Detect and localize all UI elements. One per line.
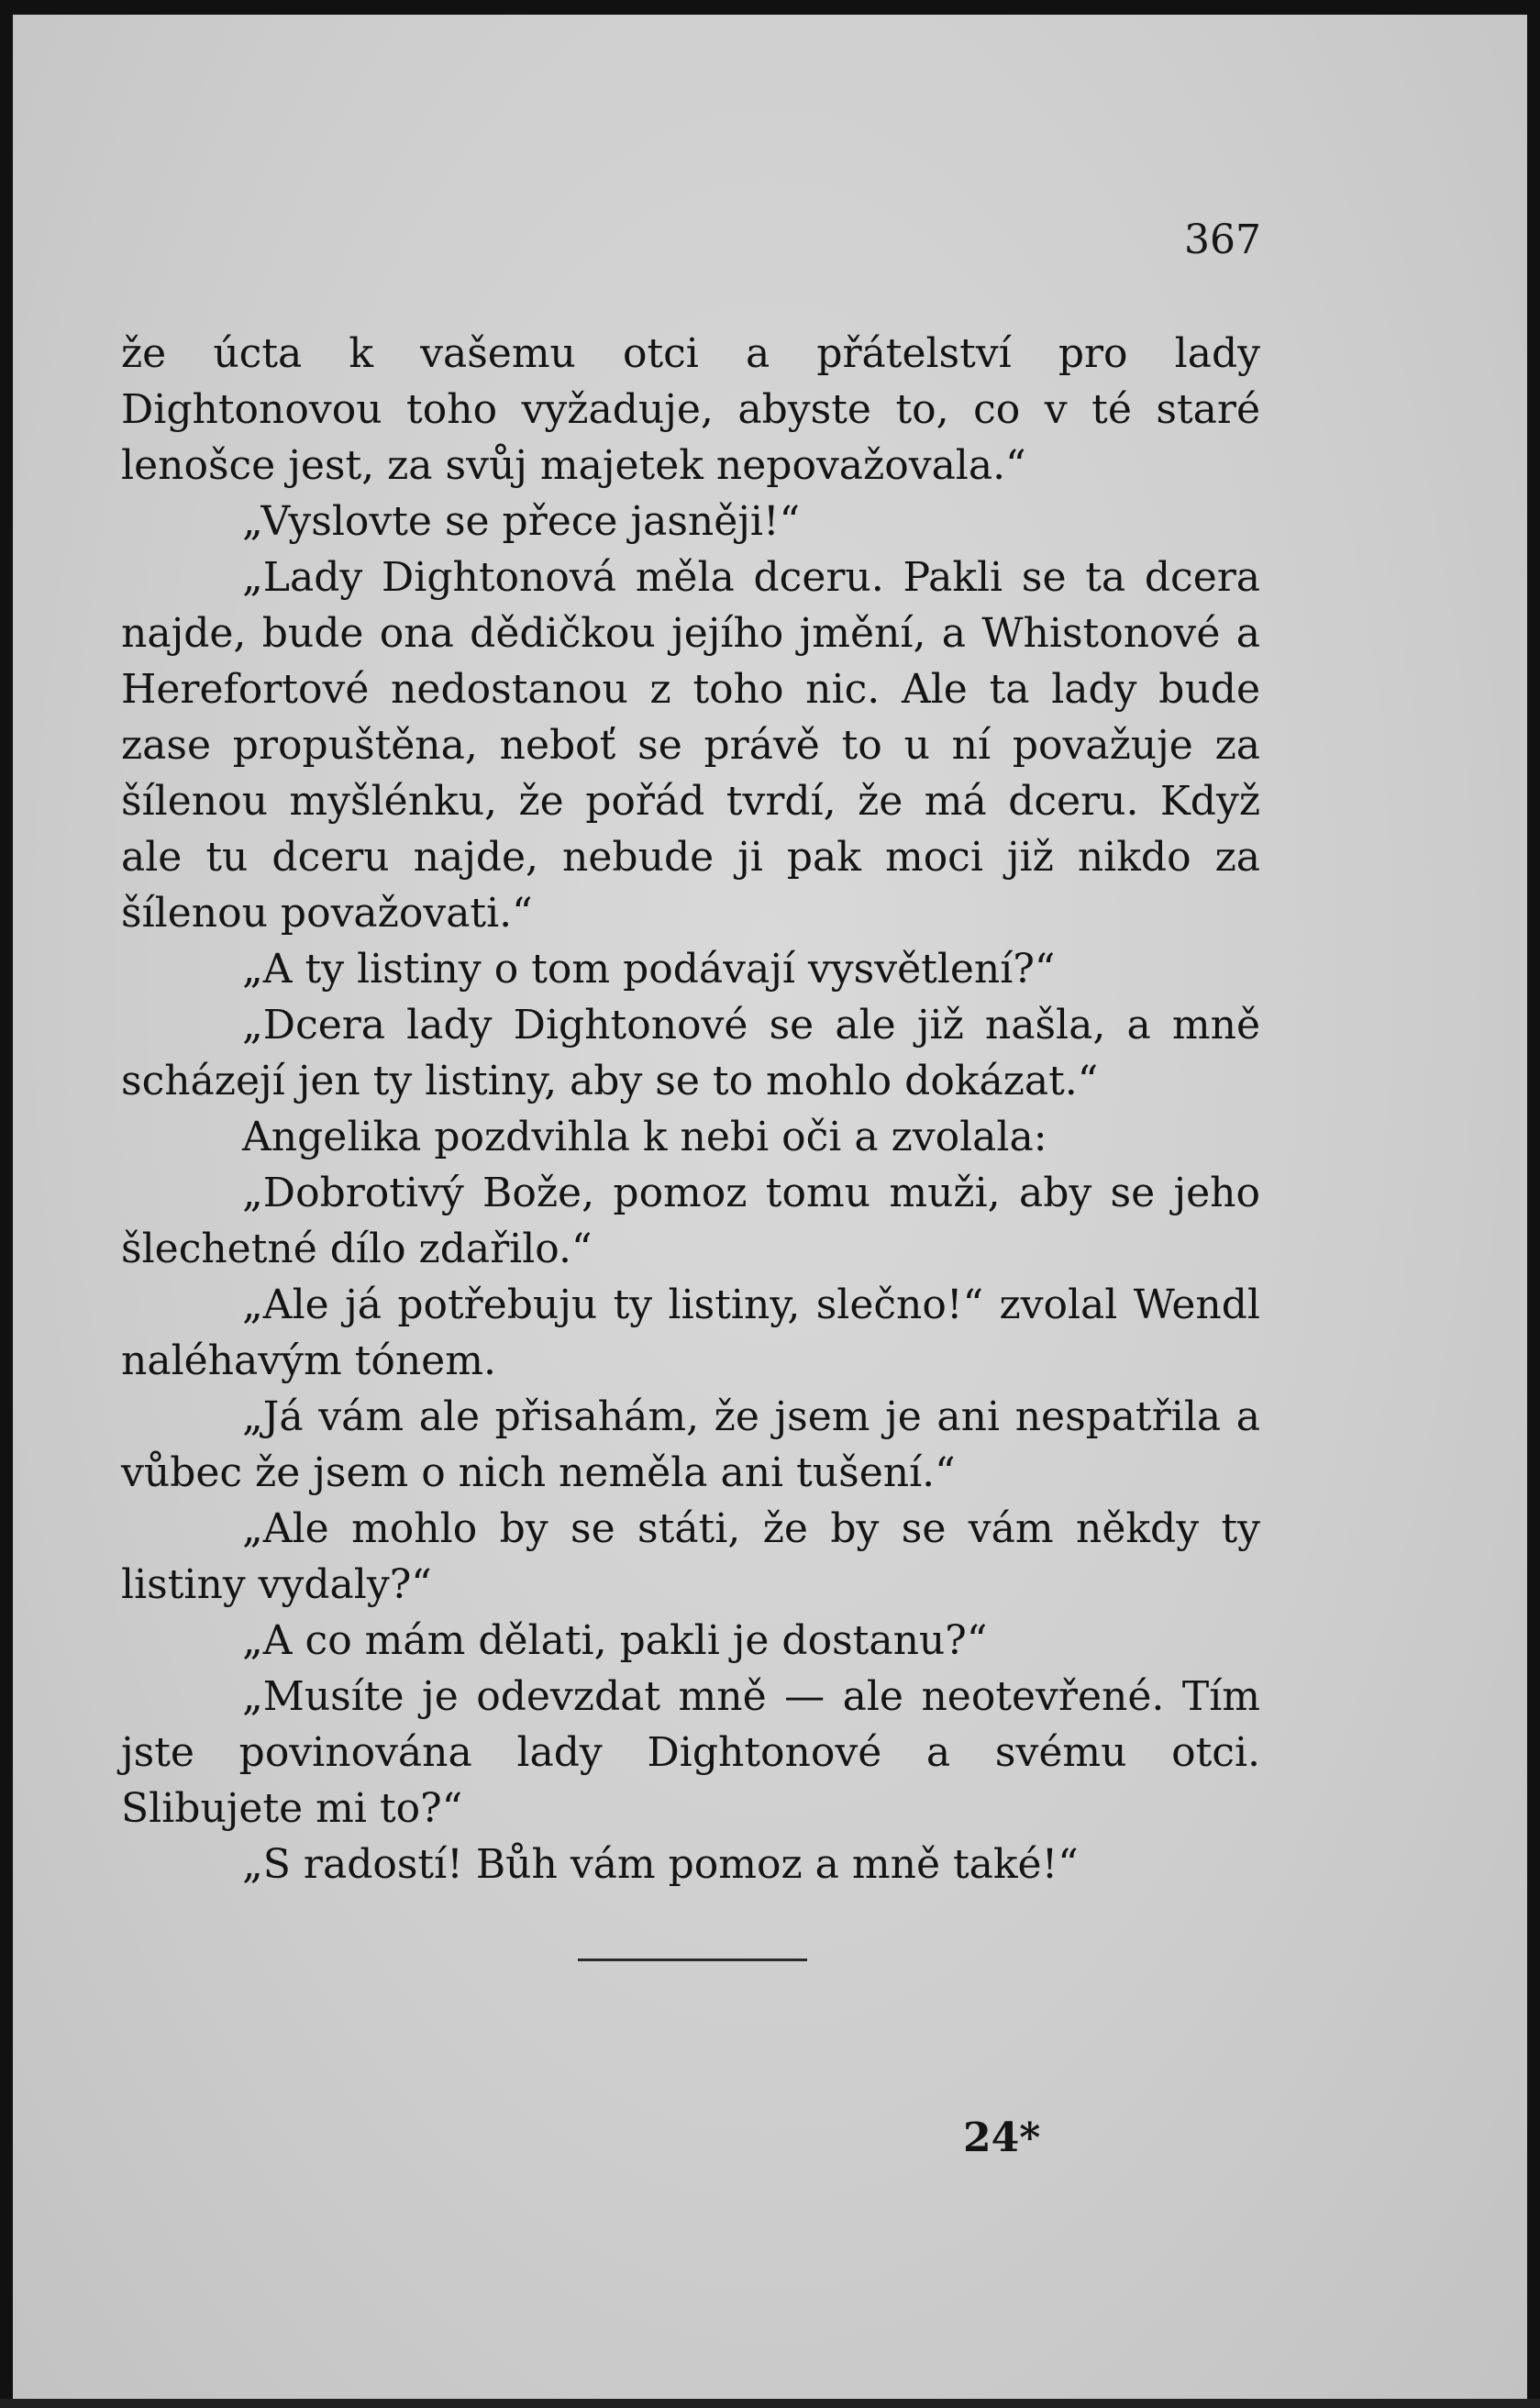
paragraph: „Musíte je odevzdat mně — ale neotevřené. Tím jste povinována lady Dightonové a svému otci. Slibujete mi to?“	[121, 1673, 1260, 1832]
section-divider	[578, 1959, 807, 1961]
paragraph: „Dcera lady Dightonové se ale již našla, a mně scházejí jen ty listiny, aby se to mohlo dokázat.“	[121, 1002, 1260, 1104]
scan-edge-right	[1527, 0, 1540, 2408]
body-text	[121, 326, 1260, 1892]
paragraph: „Ale mohlo by se státi, že by se vám někdy ty listiny vydaly?“	[121, 1505, 1260, 1608]
scan-edge-bottom	[0, 2399, 1540, 2408]
paragraph: „Já vám ale přisahám, že jsem je ani nespatřila a vůbec že jsem o nich neměla ani tušení.“	[121, 1393, 1260, 1496]
paragraph: že úcta k vašemu otci a přátelství pro lady Dightonovou toho vyžaduje, abyste to, co v té staré lenošce jest, za svůj majetek nepovažovala.“	[121, 330, 1260, 489]
scan-edge-top	[0, 0, 1540, 15]
paragraph: „Dobrotivý Bože, pomoz tomu muži, aby se jeho šlechetné dílo zdařilo.“	[121, 1170, 1260, 1272]
paragraph: „Ale já potřebuju ty listiny, slečno!“ zvolal Wendl naléhavým tónem.	[121, 1282, 1260, 1384]
paragraph: „Lady Dightonová měla dceru. Pakli se ta dcera najde, bude ona dědičkou jejího jmění, a Whistonové a Herefortové nedostanou z toho nic. Ale ta lady bude zase propuštěna, neboť se právě to u ní považuje za šílenou myšlénku, že pořád tvrdí, že má dceru. Když ale tu dceru najde, nebude ji pak moci již nikdo za šílenou považovati.“	[121, 554, 1260, 937]
paragraph: „A co mám dělati, pakli je dostanu?“	[242, 1617, 988, 1664]
paragraph: „Vyslovte se přece jasněji!“	[242, 498, 801, 545]
page-number: 367	[1184, 216, 1261, 263]
paragraph: „S radostí! Bůh vám pomoz a mně také!“	[242, 1841, 1079, 1888]
scan-edge-left	[0, 0, 13, 2408]
paragraph: „A ty listiny o tom podávají vysvětlení?“	[242, 946, 1056, 993]
signature-mark: 24*	[963, 2114, 1041, 2161]
paragraph: Angelika pozdvihla k nebi oči a zvolala:	[242, 1114, 1047, 1160]
